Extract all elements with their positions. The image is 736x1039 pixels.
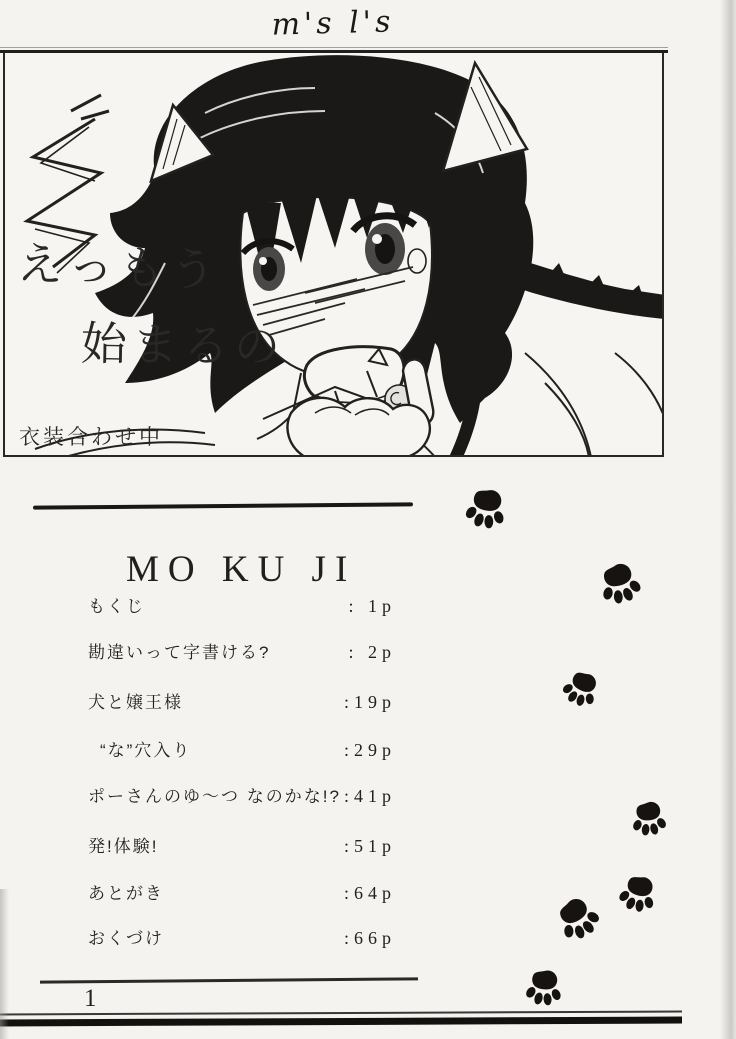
- toc-item-title: 犬と嬢王様: [88, 693, 183, 712]
- handwritten-speech-line1: えっもう: [16, 237, 222, 297]
- handwritten-speech-line2: 始まるの: [80, 317, 286, 373]
- toc-item-title: 勘違いって字書ける?: [88, 643, 271, 662]
- toc-row: [88, 879, 396, 904]
- toc-title: MO KU JI: [126, 549, 357, 590]
- bottom-border-thick-line: [0, 1017, 682, 1027]
- scan-right-edge-shadow: [720, 0, 736, 1039]
- toc-item-page: :51p: [343, 836, 396, 856]
- toc-item-title: もくじ: [88, 597, 145, 616]
- bottom-border-thin-line: [0, 1011, 682, 1016]
- toc-row: [88, 782, 396, 807]
- toc-row: [88, 924, 396, 949]
- paw-print-icon: [593, 557, 647, 611]
- scan-left-edge-shadow: [0, 889, 9, 1039]
- toc-item-page: :41p: [343, 786, 396, 806]
- illustration-frame: [3, 53, 664, 457]
- toc-item-title: あとがき: [88, 884, 164, 903]
- illustration-caption: 衣装合わせ中: [19, 426, 163, 449]
- toc-row: [88, 736, 396, 761]
- toc-item-page: :66p: [343, 928, 396, 948]
- toc-item-page: :29p: [343, 740, 396, 760]
- paw-print-icon: [628, 798, 669, 839]
- top-rule-ghost-line: [0, 47, 668, 48]
- toc-item-page: : 2p: [348, 642, 396, 662]
- toc-row: [88, 638, 396, 663]
- paw-print-icon: [461, 484, 512, 535]
- toc-row: [88, 592, 396, 617]
- paw-print-icon: [556, 664, 606, 714]
- paw-print-icon: [522, 966, 565, 1009]
- toc-item-title: 発!体験!: [88, 837, 159, 856]
- toc-item-title: ポーさんのゆ〜つ なのかな!?: [88, 787, 341, 806]
- toc-item-page: :64p: [343, 883, 396, 903]
- paw-print-icon: [548, 889, 608, 949]
- toc-item-page: : 1p: [348, 596, 396, 616]
- tear-drop: [408, 249, 426, 273]
- footer-rule: [40, 977, 418, 983]
- paw-print-icon: [614, 870, 663, 919]
- toc-row: [88, 832, 396, 857]
- toc-row: [88, 688, 396, 713]
- section-divider-bar: [33, 502, 413, 509]
- page-number: 1: [84, 985, 97, 1012]
- toc-item-title: “な”穴入り: [100, 741, 192, 760]
- toc-item-page: :19p: [343, 692, 396, 712]
- page-title: m's l's: [271, 4, 395, 43]
- toc-item-title: おくづけ: [88, 929, 164, 948]
